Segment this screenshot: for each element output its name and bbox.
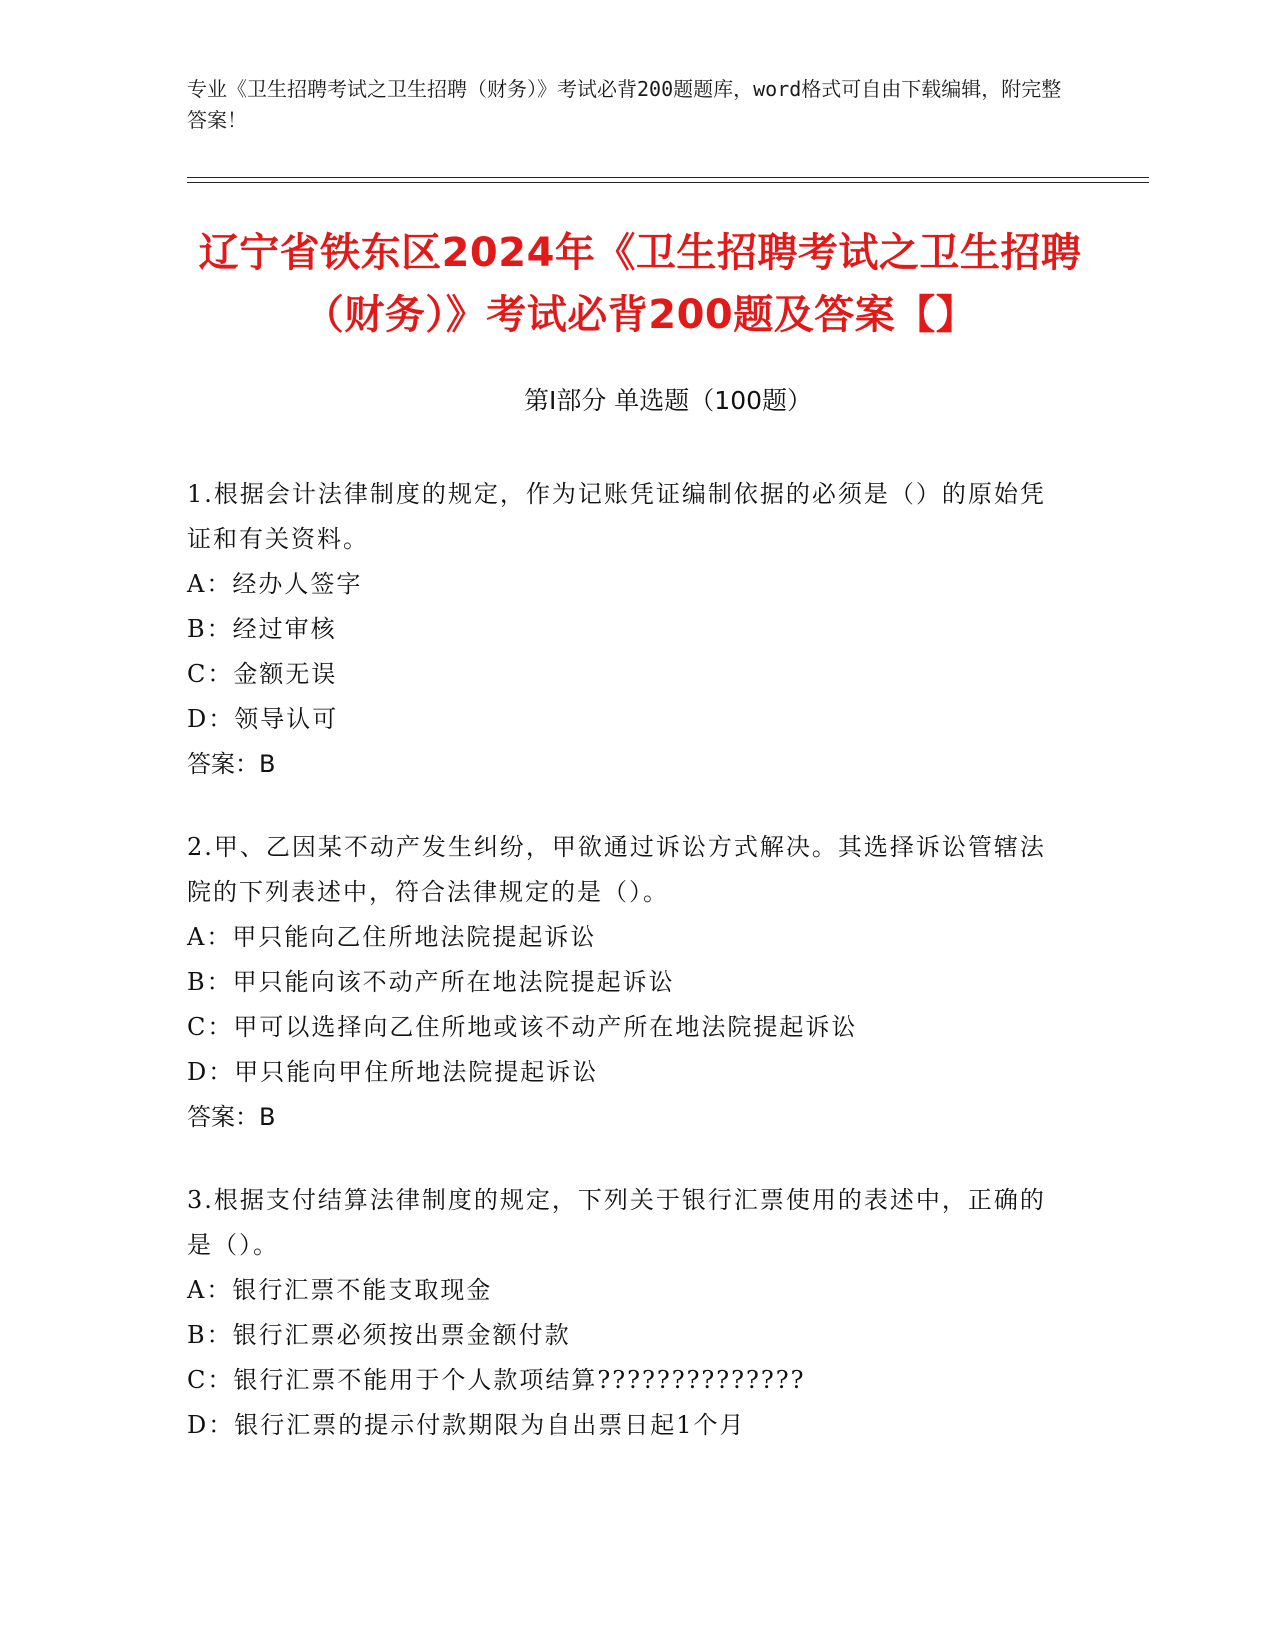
question-3 xyxy=(187,1178,1067,1448)
question-1 xyxy=(187,472,1067,787)
question-stem: 1.根据会计法律制度的规定，作为记账凭证编制依据的必须是（）的原始凭证和有关资料。 xyxy=(187,480,1046,553)
header-divider-bottom xyxy=(187,182,1149,183)
question-2 xyxy=(187,825,1067,1140)
option-a: A：甲只能向乙住所地法院提起诉讼 xyxy=(187,923,597,951)
question-list xyxy=(187,472,1067,1486)
header-note: 专业《卫生招聘考试之卫生招聘（财务）》考试必背200题题库，word格式可自由下载编辑，附完整答案！ xyxy=(187,77,1062,132)
option-d: D：领导认可 xyxy=(187,705,339,733)
document-title: 辽宁省铁东区2024年《卫生招聘考试之卫生招聘（财务）》考试必背200题及答案【】 xyxy=(198,230,1082,338)
option-c: C：甲可以选择向乙住所地或该不动产所在地法院提起诉讼 xyxy=(187,1013,858,1041)
question-stem: 3.根据支付结算法律制度的规定，下列关于银行汇票使用的表述中，正确的是（）。 xyxy=(187,1186,1046,1259)
option-a: A：经办人签字 xyxy=(187,570,363,598)
option-b: B：甲只能向该不动产所在地法院提起诉讼 xyxy=(187,968,675,996)
question-stem: 2.甲、乙因某不动产发生纠纷，甲欲通过诉讼方式解决。其选择诉讼管辖法院的下列表述中，符合法律规定的是（）。 xyxy=(187,833,1046,906)
option-c: C：金额无误 xyxy=(187,660,338,688)
answer: 答案：B xyxy=(187,1103,276,1131)
option-c: C：银行汇票不能用于个人款项结算?????????????? xyxy=(187,1366,806,1394)
option-a: A：银行汇票不能支取现金 xyxy=(187,1276,493,1304)
option-b: B：银行汇票必须按出票金额付款 xyxy=(187,1321,571,1349)
section-title: 第Ⅰ部分 单选题（100题） xyxy=(523,386,813,415)
answer: 答案：B xyxy=(187,750,276,778)
option-d: D：甲只能向甲住所地法院提起诉讼 xyxy=(187,1058,599,1086)
option-b: B：经过审核 xyxy=(187,615,337,643)
option-d: D：银行汇票的提示付款期限为自出票日起1个月 xyxy=(187,1411,746,1439)
header-divider-top xyxy=(187,177,1149,178)
